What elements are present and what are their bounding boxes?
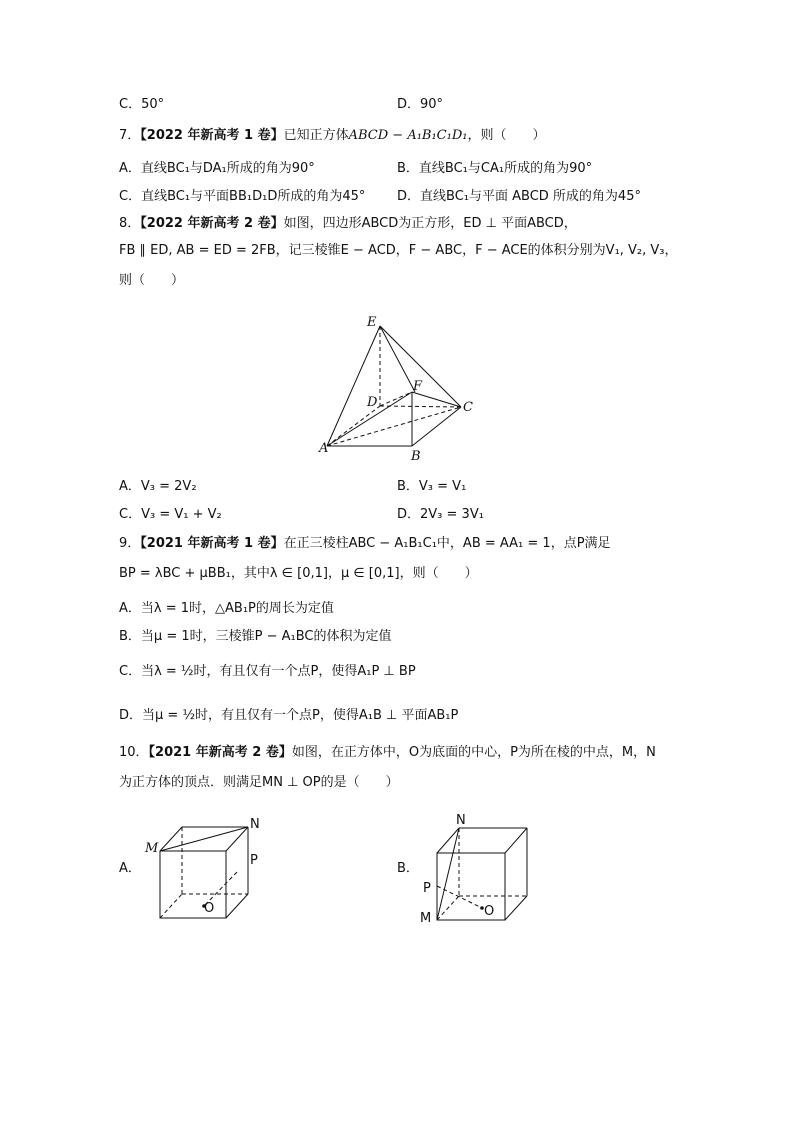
q10-cube-figure-b <box>420 812 540 924</box>
q9-number: 9． <box>119 536 141 551</box>
q9-source: 【2021 年新高考 1 卷】 <box>140 536 284 551</box>
q10a-label-o: O <box>204 901 215 916</box>
q10-stem-text1: 如图，在正方体中，O为底面的中心，P为所在棱的中点，M，N <box>291 745 656 760</box>
q8-label-e: E <box>367 315 377 330</box>
q10a-label-m: M <box>145 841 159 856</box>
q7-number: 7． <box>119 128 141 143</box>
q10-option-b-label: B． <box>397 861 419 876</box>
q7-option-c: C．直线BC₁与平面BB₁D₁D所成的角为45° <box>119 189 366 204</box>
q10a-label-p: P <box>250 853 258 868</box>
q7-source: 【2022 年新高考 1 卷】 <box>140 128 284 143</box>
q8-pyramid-figure <box>315 312 480 462</box>
q10b-label-o: O <box>484 904 495 919</box>
q8-number: 8． <box>119 216 141 231</box>
q8-source: 【2022 年新高考 2 卷】 <box>140 216 284 231</box>
q7-option-a: A．直线BC₁与DA₁所成的角为90° <box>119 161 315 176</box>
q8-stem-line1 <box>119 215 577 233</box>
q10a-label-n: N <box>250 817 260 832</box>
q8-label-d: D <box>367 395 378 410</box>
q10-number: 10． <box>119 745 149 760</box>
q8-stem-line3: 则（ ） <box>119 273 185 288</box>
q10-source: 【2021 年新高考 2 卷】 <box>148 745 292 760</box>
q8-label-c: C <box>463 400 473 415</box>
q9-stem-line1 <box>119 535 611 553</box>
q10b-label-p: P <box>423 881 431 896</box>
q10-stem-line1 <box>119 744 656 762</box>
q8-stem-line2: FB ∥ ED, AB = ED = 2FB，记三棱锥E − ACD，F − ABC，F − ACE的体积分别为V₁, V₂, V₃， <box>119 243 678 258</box>
q8-option-c: C．V₃ = V₁ + V₂ <box>119 507 222 522</box>
q9-stem-line2: BP = λBC + μBB₁，其中λ ∈ [0,1]，μ ∈ [0,1]，则（ ） <box>119 566 478 581</box>
q8-option-d: D．2V₃ = 3V₁ <box>397 507 484 522</box>
q8-option-a: A．V₃ = 2V₂ <box>119 479 197 494</box>
q9-option-a: A．当λ = 1时，△AB₁P的周长为定值 <box>119 601 334 616</box>
q9-option-d: D．当μ = ½时，有且仅有一个点P，使得A₁B ⊥ 平面AB₁P <box>119 708 459 723</box>
q7-option-d: D．直线BC₁与平面 ABCD 所成的角为45° <box>397 189 641 204</box>
q10-cube-figure-a <box>143 814 268 924</box>
q7-stem-a: 已知正方体 <box>283 128 349 143</box>
q7-stem <box>119 127 546 145</box>
q6-option-c: C．50° <box>119 97 165 112</box>
q9-stem-text1: 在正三棱柱ABC − A₁B₁C₁中，AB = AA₁ = 1，点P满足 <box>283 536 611 551</box>
q8-option-b: B．V₃ = V₁ <box>397 479 467 494</box>
q8-stem-text1: 如图，四边形ABCD为正方形，ED ⊥ 平面ABCD， <box>283 216 577 231</box>
q8-label-b: B <box>411 449 421 464</box>
q9-option-c: C．当λ = ½时，有且仅有一个点P，使得A₁P ⊥ BP <box>119 664 416 679</box>
q7-option-b: B．直线BC₁与CA₁所成的角为90° <box>397 161 593 176</box>
q10b-label-m: M <box>420 911 432 926</box>
q7-stem-b: ，则（ ） <box>467 128 546 143</box>
q9-option-b: B．当μ = 1时，三棱锥P − A₁BC的体积为定值 <box>119 629 392 644</box>
q8-label-f: F <box>413 379 423 394</box>
q10b-label-n: N <box>456 813 466 828</box>
q10-option-a-label: A． <box>119 861 141 876</box>
q7-stem-math: ABCD − A₁B₁C₁D₁ <box>348 128 468 143</box>
q10-stem-line2: 为正方体的顶点．则满足MN ⊥ OP的是（ ） <box>119 775 399 790</box>
q8-label-a: A <box>319 441 329 456</box>
q6-option-d: D．90° <box>397 97 444 112</box>
